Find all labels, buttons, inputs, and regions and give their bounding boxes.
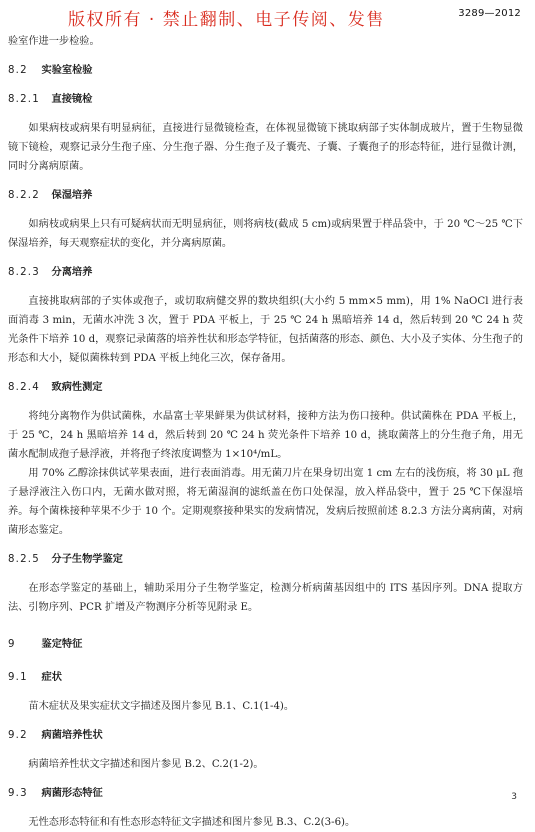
heading-9-2 bbox=[8, 726, 523, 745]
heading-title: 分子生物学鉴定 bbox=[51, 554, 123, 565]
heading-9-3 bbox=[8, 784, 523, 803]
paragraph-9-2: 病菌培养性状文字描述和图片参见 B.2、C.2(1-2)。 bbox=[28, 759, 264, 770]
document-body bbox=[8, 32, 523, 832]
paragraph-8-2-3: 直接挑取病部的子实体或孢子，或切取病健交界的数块组织(大小约 5 mm×5 mm)，用 1% NaOCl 进行表面消毒 3 min，无菌水冲洗 3 次，置于 PDA 平板上，于 25 ℃ 24 h 黑暗培养 14 d，然后转到 20 ℃ 24 h 荧光条件下培养 10 d，观察记录菌落的培养性状和形态学特征，包括菌落的形态、颜色、大小及子实体、分生孢子的形态和大小，疑似菌株转到 PDA 平板上纯化三次，保存备用。 bbox=[8, 296, 523, 364]
watermark-banner: 版权所有 · 禁止翻制、电子传阅、发售 bbox=[68, 10, 385, 30]
heading-8-2-2 bbox=[8, 186, 523, 205]
heading-title: 病菌培养性状 bbox=[41, 730, 103, 741]
heading-number: 8.2.4 bbox=[8, 382, 40, 393]
heading-number: 9.2 bbox=[8, 730, 28, 741]
heading-8-2-4 bbox=[8, 378, 523, 397]
paragraph-8-2-2: 如病枝或病果上只有可疑病状而无明显病征，则将病枝(截成 5 cm)或病果置于样品袋中，于 20 ℃～25 ℃下保湿培养，每天观察症状的变化，并分离病原菌。 bbox=[8, 219, 523, 249]
heading-title: 直接镜检 bbox=[51, 94, 93, 105]
heading-number: 9.1 bbox=[8, 672, 28, 683]
paragraph-8-2-4-b: 用 70% 乙醇涂抹供试苹果表面，进行表面消毒。用无菌刀片在果身切出宽 1 cm 左右的浅伤痕，将 30 μL 孢子悬浮液注入伤口内，无菌水做对照，将无菌湿润的滤纸盖在伤口处保湿，放入样品袋中，置于 25 ℃下保湿培养。每个菌株接种苹果不少于 10 个。定期观察接种果实的发病情况，发病后按照前述 8.2.3 方法分离病菌，对病菌形态鉴定。 bbox=[8, 468, 523, 536]
heading-9-1 bbox=[8, 668, 523, 687]
heading-title: 症状 bbox=[41, 672, 62, 683]
paragraph-8-2-4-a: 将纯分离物作为供试菌株，水晶富士苹果鲜果为供试材料，接种方法为伤口接种。供试菌株在 PDA 平板上，于 25 ℃，24 h 黑暗培养 14 d，然后转到 20 ℃ 24 h 荧光条件下培养 10 d，挑取菌落上的分生孢子角，用无菌水配制成孢子悬浮液，并将孢子终浓度调整为 1×10⁴/mL。 bbox=[8, 411, 523, 460]
heading-8-2-3 bbox=[8, 263, 523, 282]
continued-text: 验室作进一步检验。 bbox=[8, 36, 100, 47]
standard-number: 3289—2012 bbox=[458, 8, 521, 19]
heading-title: 实验室检验 bbox=[41, 65, 93, 76]
page-number: 3 bbox=[511, 792, 517, 802]
paragraph-8-2-1: 如果病枝或病果有明显病征，直接进行显微镜检查，在体视显微镜下挑取病部子实体制成玻片，置于生物显微镜下镜检，观察记录分生孢子座、分生孢子器、分生孢子及子囊壳、子囊、子囊孢子的形态特征，进行显微计测，同时分离病原菌。 bbox=[8, 123, 523, 172]
heading-number: 8.2.2 bbox=[8, 190, 40, 201]
heading-number: 8.2.1 bbox=[8, 94, 40, 105]
heading-number: 8.2 bbox=[8, 65, 28, 76]
paragraph-8-2-5: 在形态学鉴定的基础上，辅助采用分子生物学鉴定，检测分析病菌基因组中的 ITS 基因序列。DNA 提取方法、引物序列、PCR 扩增及产物测序分析等见附录 E。 bbox=[8, 583, 523, 613]
heading-9 bbox=[8, 635, 523, 654]
paragraph-9-3: 无性态形态特征和有性态形态特征文字描述和图片参见 B.3、C.2(3-6)。 bbox=[28, 817, 356, 828]
heading-8-2-5 bbox=[8, 550, 523, 569]
heading-title: 病菌形态特征 bbox=[41, 788, 103, 799]
heading-8-2 bbox=[8, 61, 523, 80]
heading-number: 8.2.5 bbox=[8, 554, 40, 565]
paragraph-9-1: 苗木症状及果实症状文字描述及图片参见 B.1、C.1(1-4)。 bbox=[28, 701, 295, 712]
heading-title: 保湿培养 bbox=[51, 190, 93, 201]
heading-8-2-1 bbox=[8, 90, 523, 109]
heading-number: 8.2.3 bbox=[8, 267, 40, 278]
heading-number: 9 bbox=[8, 639, 16, 650]
heading-title: 鉴定特征 bbox=[41, 639, 83, 650]
heading-title: 分离培养 bbox=[51, 267, 93, 278]
heading-number: 9.3 bbox=[8, 788, 28, 799]
heading-title: 致病性测定 bbox=[51, 382, 103, 393]
